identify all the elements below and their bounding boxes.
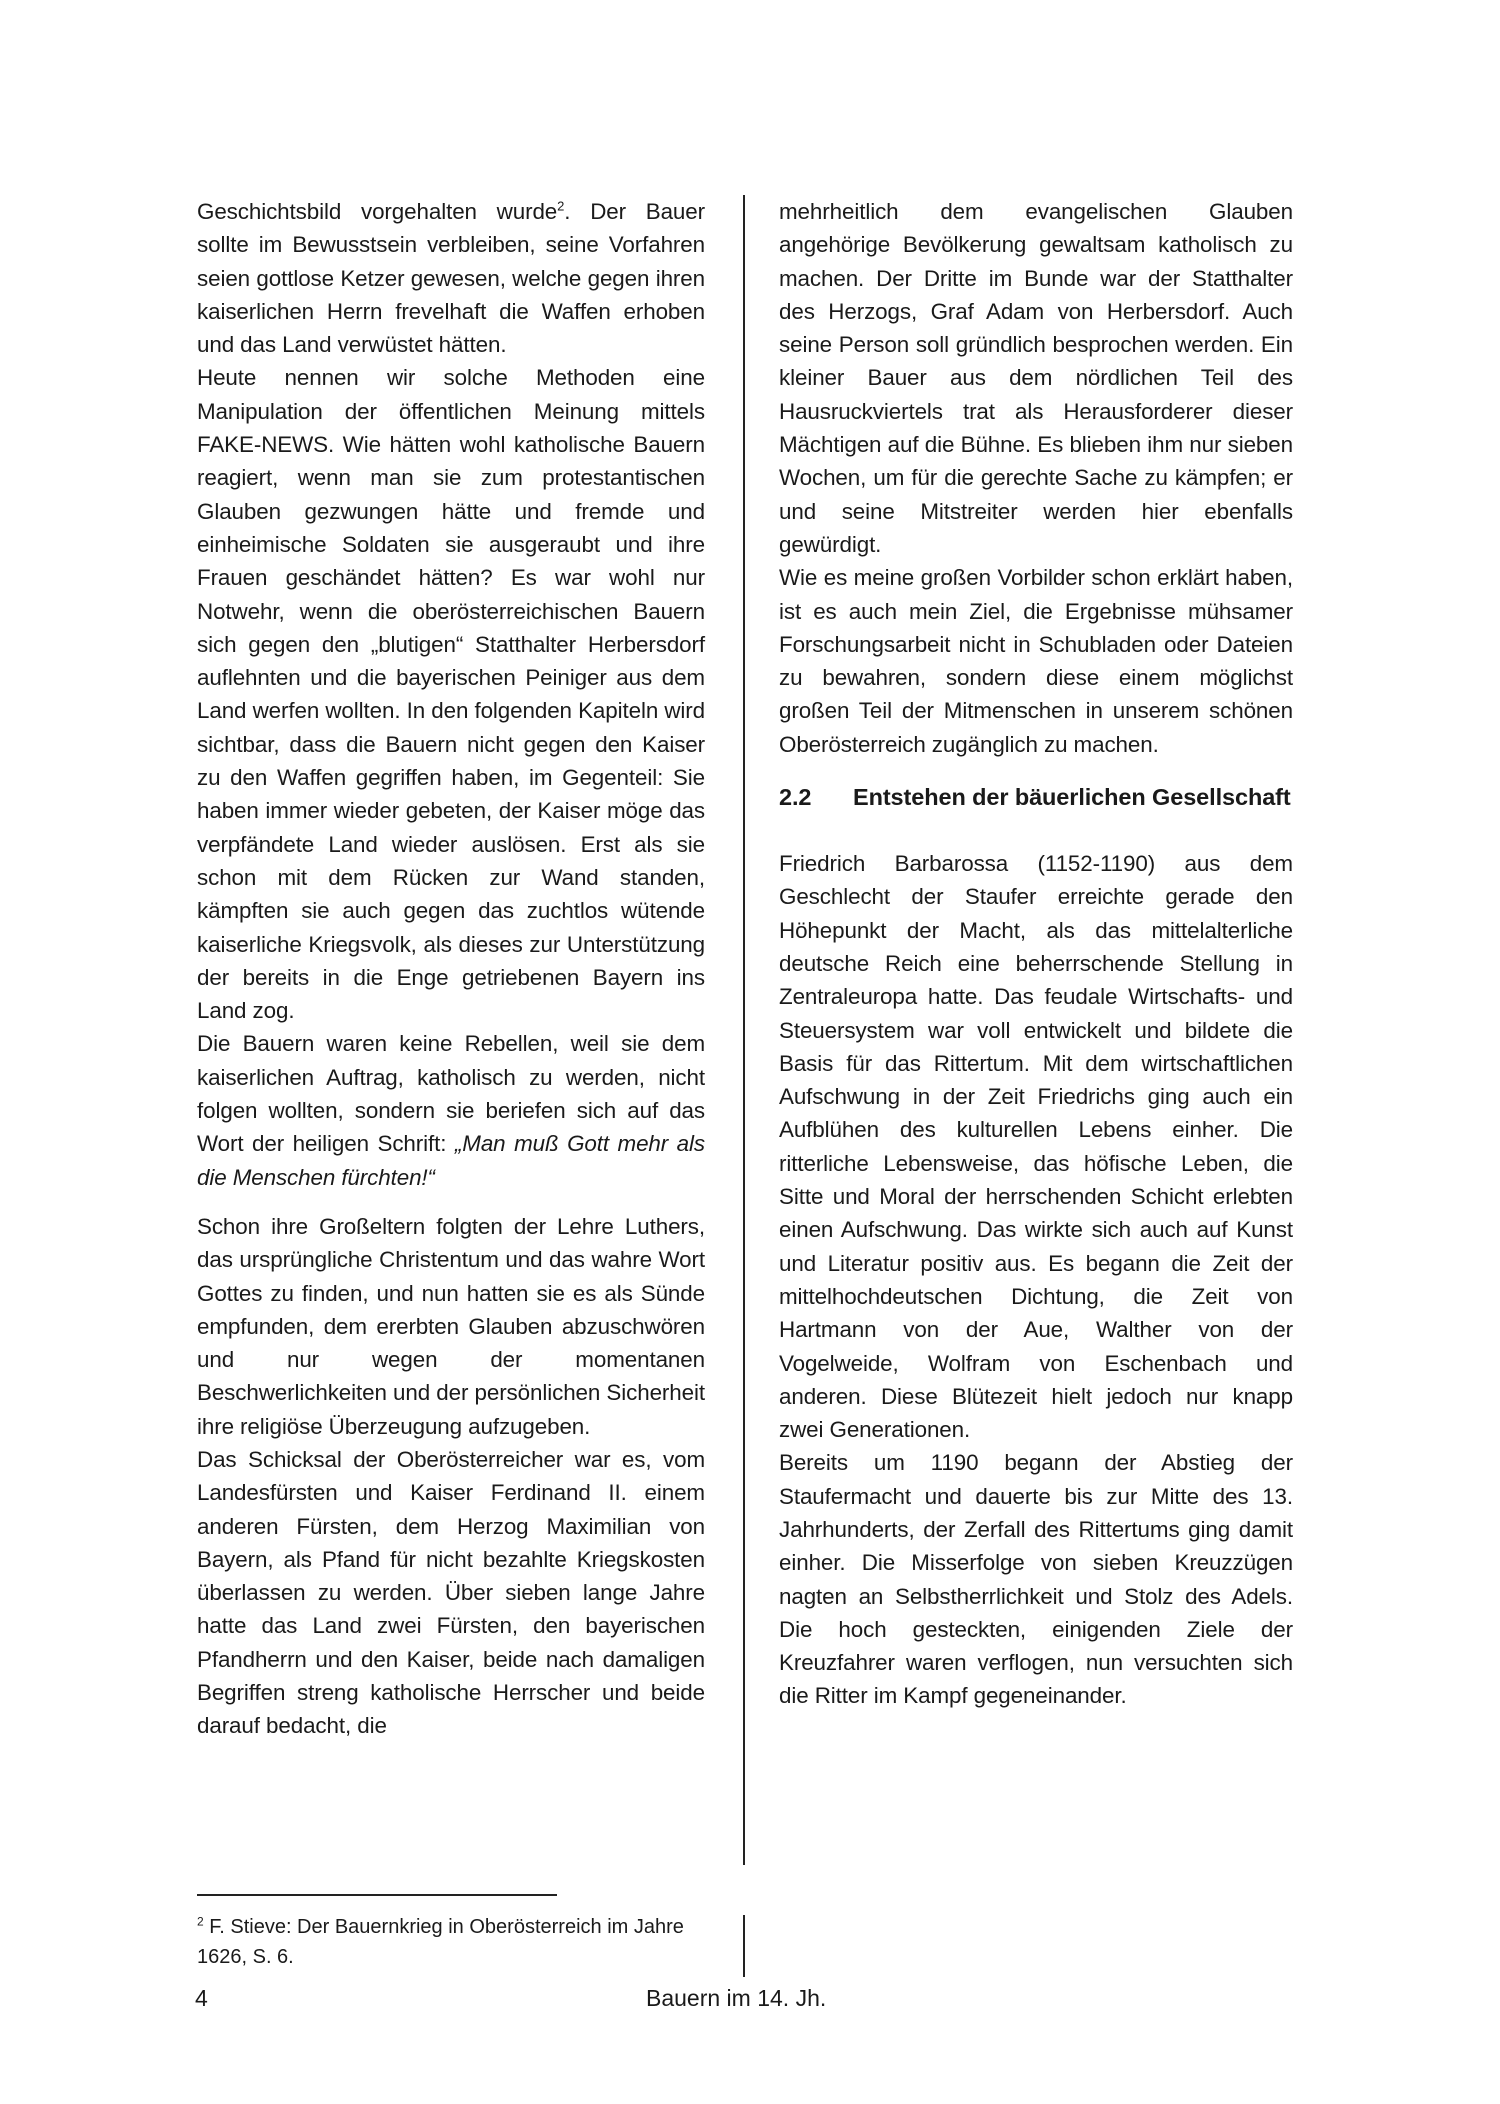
column-divider (743, 195, 745, 1865)
section-title: Entstehen der bäuerlichen Gesellschaft (853, 784, 1291, 811)
section-number: 2.2 (779, 784, 812, 811)
paragraph-text: . Der Bauer sollte im Bewusstsein verbleiben, seine Vorfahren seien gottlose Ketzer gewesen, welche gegen ihren kaiserlichen Herrn frevelhaft die Waffen erhoben und das Land verwüstet hätten. (197, 199, 705, 358)
footnote-reference[interactable]: 2 (557, 198, 565, 214)
section-heading (779, 779, 1293, 816)
paragraph-gap (197, 1194, 705, 1210)
footnote-text: F. Stieve: Der Bauernkrieg in Oberösterreich im Jahre 1626, S. 6. (197, 1916, 684, 1968)
left-column (197, 195, 705, 1743)
footer-divider (743, 1915, 745, 1977)
right-column (779, 195, 1293, 1713)
paragraph: Schon ihre Großeltern folgten der Lehre Luthers, das ursprüngliche Christentum und das wahre Wort Gottes zu finden, und nun hatten sie es als Sünde empfunden, dem ererbten Glauben abzuschwören und nur wegen der momentanen Beschwerlichkeiten und der persönlichen Sicherheit ihre religiöse Überzeugung aufzugeben. (197, 1213, 705, 1439)
paragraph (197, 195, 705, 361)
footnote-separator (197, 1894, 557, 1896)
bible-quote: „Man muß Gott mehr als die Menschen fürchten!“ (197, 1131, 705, 1190)
page-number: 4 (195, 1985, 208, 2011)
paragraph: Wie es meine großen Vorbilder schon erklärt haben, ist es auch mein Ziel, die Ergebnisse mühsamer Forschungsarbeit nicht in Schubladen oder Dateien zu bewahren, sondern diese einem möglichst großen Teil der Mitmenschen in unserem schönen Oberösterreich zugänglich zu machen. (779, 565, 1293, 757)
paragraph-text: Die Bauern waren keine Rebellen, weil sie dem kaiserlichen Auftrag, katholisch zu werden, nicht folgen wollten, sondern sie beriefen sich auf das Wort der heiligen Schrift: (197, 1031, 705, 1157)
paragraph: Friedrich Barbarossa (1152-1190) aus dem Geschlecht der Staufer erreichte gerade den Höhepunkt der Macht, als das mittelalterliche deutsche Reich eine beherrschende Stellung in Zentraleuropa hatte. Das feudale Wirtschafts- und Steuersystem war voll entwickelt und bildete die Basis für das Rittertum. Mit dem wirtschaftlichen Aufschwung in der Zeit Friedrichs ging auch ein Aufblühen des kulturellen Lebens einher. Die ritterliche Lebensweise, das höfische Leben, die Sitte und Moral der herrschenden Schicht erlebten einen Aufschwung. Das wirkte sich auch auf Kunst und Literatur positiv aus. Es begann die Zeit der mittelhochdeutschen Dichtung, die Zeit von Hartmann von der Aue, Walther von der Vogelweide, Wolfram von Eschenbach und anderen. Diese Blütezeit hielt jedoch nur knapp zwei Generationen. (779, 851, 1293, 1443)
running-footer: Bauern im 14. Jh. (646, 1985, 827, 2011)
paragraph: mehrheitlich dem evangelischen Glauben angehörige Bevölkerung gewaltsam katholisch zu machen. Der Dritte im Bunde war der Statthalter des Herzogs, Graf Adam von Herbersdorf. Auch seine Person soll gründlich besprochen werden. Ein kleiner Bauer aus dem nördlichen Teil des Hausruckviertels trat als Herausforderer dieser Mächtigen auf die Bühne. Es blieben ihm nur sieben Wochen, um für die gerechte Sache zu kämpfen; er und seine Mitstreiter werden hier ebenfalls gewürdigt. (779, 199, 1293, 557)
paragraph: Bereits um 1190 begann der Abstieg der Staufermacht und dauerte bis zur Mitte des 13. Jahrhunderts, der Zerfall des Rittertums ging damit einher. Die Misserfolge von sieben Kreuzzügen nagten an Selbstherrlichkeit und Stolz des Adels. Die hoch gesteckten, einigenden Ziele der Kreuzfahrer waren verflogen, nun versuchten sich die Ritter im Kampf gegeneinander. (779, 1450, 1293, 1709)
paragraph: Heute nennen wir solche Methoden eine Manipulation der öffentlichen Meinung mittels FAKE-NEWS. Wie hätten wohl katholische Bauern reagiert, wenn man sie zum protestantischen Glauben gezwungen hätte und fremde und einheimische Soldaten sie ausgeraubt und ihre Frauen geschändet hätten? Es war wohl nur Notwehr, wenn die oberösterreichischen Bauern sich gegen den „blutigen“ Statthalter Herbersdorf auflehnten und die bayerischen Peiniger aus dem Land werfen wollten. In den folgenden Kapiteln wird sichtbar, dass die Bauern nicht gegen den Kaiser zu den Waffen gegriffen haben, im Gegenteil: Sie haben immer wieder gebeten, der Kaiser möge das verpfändete Land wieder auslösen. Erst als sie schon mit dem Rücken zur Wand standen, kämpften sie auch gegen das zuchtlos wütende kaiserliche Kriegsvolk, als dieses zur Unterstützung der bereits in die Enge getriebenen Bayern ins Land zog. (197, 365, 705, 1024)
paragraph: Das Schicksal der Oberösterreicher war es, vom Landesfürsten und Kaiser Ferdinand II. einem anderen Fürsten, dem Herzog Maximilian von Bayern, als Pfand für nicht bezahlte Kriegskosten überlassen zu werden. Über sieben lange Jahre hatte das Land zwei Fürsten, den bayerischen Pfandherrn und den Kaiser, beide nach damaligen Begriffen streng katholische Herrscher und beide darauf bedacht, die (197, 1446, 705, 1739)
footnote-marker: 2 (197, 1914, 204, 1929)
paragraph (197, 1027, 705, 1193)
paragraph-text: Geschichtsbild vorgehalten wurde (197, 199, 558, 224)
footnote (197, 1912, 717, 1972)
